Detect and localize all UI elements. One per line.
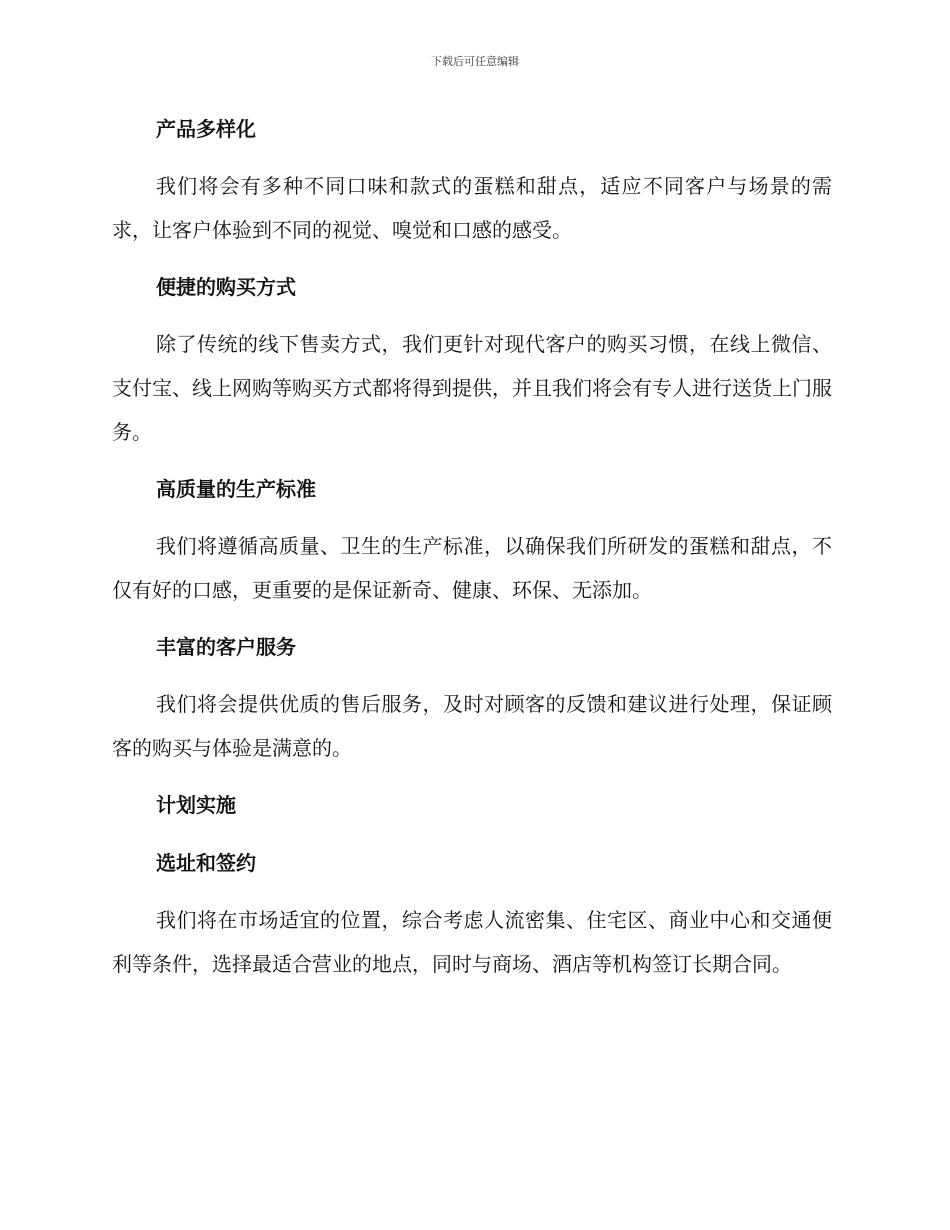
section-heading-customer-service: 丰富的客户服务: [156, 635, 296, 659]
section-body-site-selection: 我们将在市场适宜的位置，综合考虑人流密集、住宅区、商业中心和交通便利等条件，选择最适合营业的地点，同时与商场、酒店等机构签订长期合同。: [112, 908, 832, 976]
section-body-product-diversity: 我们将会有多种不同口味和款式的蛋糕和甜点，适应不同客户与场景的需求，让客户体验到不同的视觉、嗅觉和口感的感受。: [112, 174, 832, 242]
section-heading-product-diversity: 产品多样化: [156, 117, 256, 141]
header-note: 下载后可任意编辑: [431, 55, 519, 68]
section-body-convenient-purchase: 除了传统的线下售卖方式，我们更针对现代客户的购买习惯，在线上微信、支付宝、线上网购等购买方式都将得到提供，并且我们将会有专人进行送货上门服务。: [112, 332, 832, 444]
section-heading-site-selection: 选址和签约: [156, 851, 256, 875]
section-body-production-standard: 我们将遵循高质量、卫生的生产标准，以确保我们所研发的蛋糕和甜点，不仅有好的口感，更重要的是保证新奇、健康、环保、无添加。: [112, 534, 832, 602]
section-heading-plan-implementation: 计划实施: [156, 793, 236, 817]
section-heading-production-standard: 高质量的生产标准: [156, 477, 316, 501]
document-body: [112, 106, 832, 998]
section-heading-convenient-purchase: 便捷的购买方式: [156, 275, 296, 299]
section-body-customer-service: 我们将会提供优质的售后服务，及时对顾客的反馈和建议进行处理，保证顾客的购买与体验是满意的。: [112, 692, 832, 760]
